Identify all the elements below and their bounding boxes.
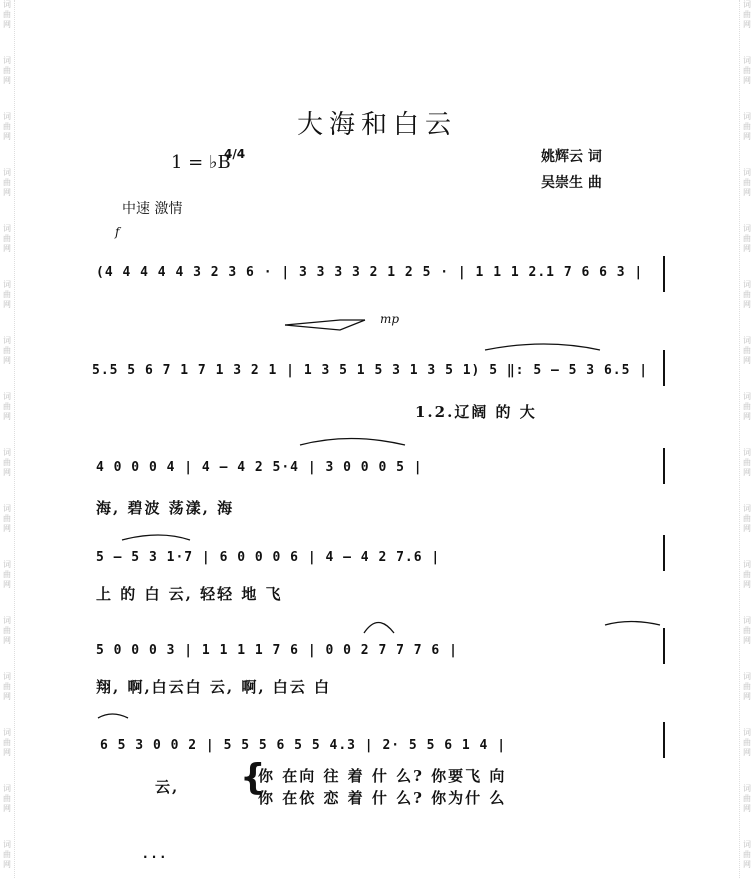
system-3-lyrics: 海, 碧波 荡漾, 海 (96, 499, 235, 517)
watermark-char: 词 (3, 728, 11, 737)
watermark-char: 词 (743, 56, 751, 65)
watermark-char: 词 (743, 504, 751, 513)
watermark-char: 网 (743, 468, 751, 477)
system-6-lyrics: 云, (155, 778, 180, 796)
watermark-char: 词 (3, 504, 11, 513)
watermark-char: 网 (743, 412, 751, 421)
watermark-char: 网 (743, 356, 751, 365)
watermark-char: 曲 (3, 738, 11, 747)
watermark-char: 网 (3, 468, 11, 477)
watermark-char: 网 (743, 244, 751, 253)
watermark-char: 网 (743, 692, 751, 701)
watermark-char: 词 (3, 112, 11, 121)
watermark-char: 曲 (3, 10, 11, 19)
watermark-char: 词 (743, 168, 751, 177)
watermark-char: 网 (743, 636, 751, 645)
system-3-notes: 4 0 0 0 4 | 4 — 4 2 5·4 | 3 0 0 0 5 | (96, 460, 423, 475)
watermark-char: 曲 (3, 458, 11, 467)
watermark-char: 曲 (743, 458, 751, 467)
watermark-char: 词 (3, 672, 11, 681)
slur (300, 439, 405, 446)
tempo-marking: 中速 激情 (122, 201, 183, 217)
watermark-char: 网 (743, 76, 751, 85)
watermark-char: 曲 (3, 66, 11, 75)
watermark-char: 曲 (743, 10, 751, 19)
watermark-char: 词 (3, 56, 11, 65)
verse-1-lyrics: 你 在向 往 着 什 么? 你要飞 向 (258, 767, 507, 785)
watermark-char: 词 (743, 784, 751, 793)
system-5-lyrics: 翔, 啊,白云白 云, 啊, 白云 白 (96, 678, 332, 696)
slur (98, 714, 128, 718)
watermark-char: 曲 (743, 570, 751, 579)
watermark-char: 曲 (743, 402, 751, 411)
watermark-char: 曲 (3, 682, 11, 691)
watermark-char: 网 (3, 580, 11, 589)
watermark-char: 曲 (743, 850, 751, 859)
watermark-char: 曲 (743, 682, 751, 691)
watermark-char: 词 (3, 392, 11, 401)
watermark-char: 曲 (743, 346, 751, 355)
watermark-char: 网 (743, 188, 751, 197)
watermark-char: 词 (3, 560, 11, 569)
watermark-char: 网 (743, 20, 751, 29)
watermark-char: 词 (3, 448, 11, 457)
watermark-char: 词 (743, 280, 751, 289)
watermark-char: 曲 (3, 178, 11, 187)
watermark-char: 曲 (3, 290, 11, 299)
watermark-char: 网 (743, 524, 751, 533)
watermark-char: 网 (3, 692, 11, 701)
watermark-char: 曲 (743, 794, 751, 803)
watermark-char: 网 (3, 20, 11, 29)
watermark-char: 词 (743, 0, 751, 9)
watermark-char: 词 (743, 224, 751, 233)
watermark-char: 曲 (743, 738, 751, 747)
watermark-char: 网 (743, 748, 751, 757)
watermark-char: 曲 (743, 514, 751, 523)
watermark-char: 词 (743, 448, 751, 457)
song-title: 大海和白云 (296, 110, 457, 140)
key-signature: 1 = ♭B (171, 152, 231, 173)
watermark-char: 曲 (3, 346, 11, 355)
watermark-char: 词 (743, 728, 751, 737)
watermark-char: 曲 (3, 234, 11, 243)
watermark-char: 词 (743, 616, 751, 625)
watermark-char: 词 (743, 392, 751, 401)
system-2-notes: 5.5 5 6 7 1 7 1 3 2 1 | 1 3 5 1 5 3 1 3 5 1) 5 ‖: 5 — 5 3 6.5 | (92, 363, 649, 378)
slur (605, 622, 660, 626)
watermark-char: 网 (3, 76, 11, 85)
watermark-char: 曲 (3, 570, 11, 579)
watermark-char: 曲 (3, 402, 11, 411)
watermark-char: 网 (3, 300, 11, 309)
watermark-char: 曲 (743, 178, 751, 187)
slur (485, 344, 600, 350)
verse-2-lyrics: 你 在依 恋 着 什 么? 你为什 么 (258, 789, 507, 807)
system-2-lyrics: 1.2.辽阔 的 大 (415, 403, 537, 421)
watermark-char: 网 (743, 860, 751, 869)
system-1-notes: (4 4 4 4 4 3 2 3 6 · | 3 3 3 3 2 1 2 5 · | 1 1 1 2.1 7 6 6 3 | (96, 265, 644, 280)
time-signature-value: 4/4 (224, 147, 246, 161)
watermark-char: 曲 (3, 794, 11, 803)
watermark-char: 词 (3, 616, 11, 625)
watermark-char: 网 (3, 132, 11, 141)
watermark-char: 曲 (743, 290, 751, 299)
slur (122, 535, 190, 540)
watermark-char: 曲 (3, 514, 11, 523)
watermark-char: 词 (743, 672, 751, 681)
watermark-char: 网 (3, 804, 11, 813)
watermark-char: 网 (743, 132, 751, 141)
system-4-lyrics: 上 的 白 云, 轻轻 地 飞 (96, 585, 283, 603)
watermark-char: 网 (743, 580, 751, 589)
verse-brace: { (240, 757, 266, 798)
watermark-char: 曲 (743, 234, 751, 243)
watermark-char: 曲 (743, 626, 751, 635)
watermark-char: 词 (743, 112, 751, 121)
dynamic-forte: f (115, 225, 120, 239)
watermark-char: 词 (3, 0, 11, 9)
watermark-char: 词 (3, 224, 11, 233)
watermark-char: 曲 (3, 850, 11, 859)
watermark-char: 网 (3, 636, 11, 645)
watermark-char: 词 (743, 336, 751, 345)
watermark-char: 网 (3, 356, 11, 365)
watermark-char: 曲 (3, 122, 11, 131)
dynamic-mezzo-piano: mp (380, 312, 400, 326)
watermark-char: 网 (3, 748, 11, 757)
system-5-notes: 5 0 0 0 3 | 1 1 1 1 7 6 | 0 0 2 7 7 7 6 | (96, 643, 458, 658)
watermark-char: 词 (3, 168, 11, 177)
watermark-char: 词 (3, 280, 11, 289)
watermark-char: 网 (3, 244, 11, 253)
watermark-char: 网 (3, 860, 11, 869)
watermark-char: 网 (743, 300, 751, 309)
watermark-char: 网 (3, 188, 11, 197)
slur (364, 623, 394, 634)
watermark-char: 词 (3, 336, 11, 345)
watermark-char: 网 (3, 524, 11, 533)
watermark-char: 词 (3, 784, 11, 793)
composer-credit: 吴崇生 曲 (541, 175, 602, 191)
watermark-char: 词 (743, 560, 751, 569)
watermark-char: 词 (3, 840, 11, 849)
system-6-notes: 6 5 3 0 0 2 | 5 5 5 6 5 5 4.3 | 2· 5 5 6 1 4 | (100, 738, 507, 753)
watermark-char: 曲 (743, 122, 751, 131)
lyricist-credit: 姚辉云 词 (541, 149, 602, 165)
watermark-char: 曲 (743, 66, 751, 75)
page-number: · · · (143, 850, 166, 864)
watermark-char: 词 (743, 840, 751, 849)
watermark-char: 网 (3, 412, 11, 421)
watermark-char: 网 (743, 804, 751, 813)
system-4-notes: 5 — 5 3 1·7 | 6 0 0 0 6 | 4 — 4 2 7.6 | (96, 550, 441, 565)
watermark-char: 曲 (3, 626, 11, 635)
